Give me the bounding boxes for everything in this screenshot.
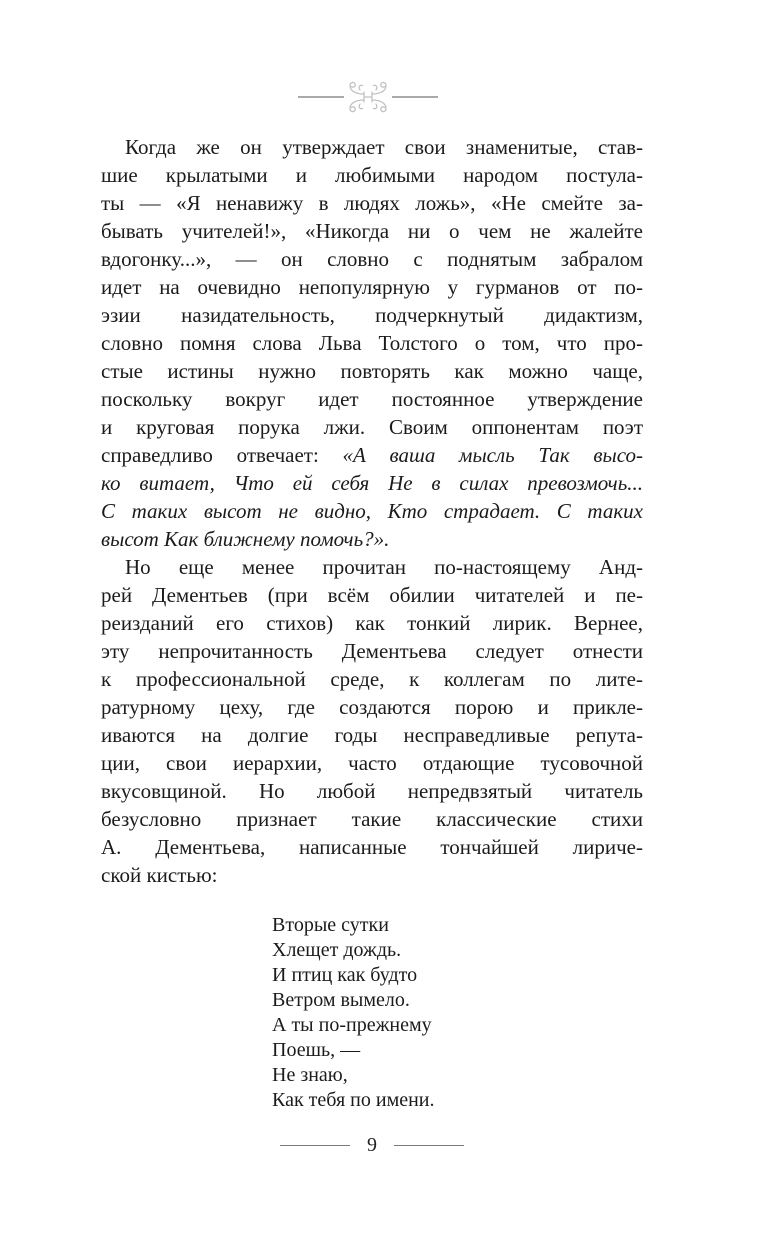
- poem-line: Вторые сутки: [272, 914, 389, 936]
- poem-block: [272, 913, 435, 1113]
- paragraph-line: поскольку вокруг идет постоянное утверждение: [101, 387, 643, 411]
- paragraph-line: безусловно признает такие классические стихи: [101, 807, 643, 831]
- paragraph-line: эзии назидательность, подчеркнутый дидактизм,: [101, 303, 643, 327]
- poem-line: Ветром вымело.: [272, 989, 410, 1011]
- paragraph-line: ской кистью:: [101, 863, 218, 887]
- paragraph-line: шие крылатыми и любимыми народом постула-: [101, 163, 643, 187]
- paragraph-line: бывать учителей!», «Никогда ни о чем не жалейте: [101, 219, 643, 243]
- paragraph-line: реизданий его стихов) как тонкий лирик. Вернее,: [101, 611, 643, 635]
- paragraph-line: вдогонку...», — он словно с поднятым забралом: [101, 247, 643, 271]
- quoted-verse-italic: «А ваша мысль Так высо-: [342, 443, 643, 467]
- page-footer: [101, 1132, 643, 1158]
- paragraph-line: и круговая порука лжи. Своим оппонентам поэт: [101, 415, 643, 439]
- paragraph-line: словно помня слова Льва Толстого о том, что про-: [101, 331, 643, 355]
- paragraph-line: ратурному цеху, где создаются порою и прикле-: [101, 695, 643, 719]
- paragraph-line: Когда же он утверждает свои знаменитые, став-: [125, 135, 643, 159]
- quoted-verse-italic: С таких высот не видно, Кто страдает. С таких: [101, 499, 643, 523]
- body-text: [101, 133, 643, 889]
- paragraph-line: стые истины нужно повторять как можно чаще,: [101, 359, 643, 383]
- paragraph-line: рей Дементьев (при всём обилии читателей и пе-: [101, 583, 643, 607]
- poem-line: Хлещет дождь.: [272, 939, 402, 961]
- footer-rule-left: [280, 1145, 350, 1146]
- paragraph-2: [101, 553, 643, 889]
- paragraph-1: [101, 133, 643, 553]
- paragraph-line: А. Дементьева, написанные тончайшей лириче-: [101, 835, 643, 859]
- fleuron-divider-icon: [298, 79, 438, 115]
- poem-line: И птиц как будто: [272, 964, 418, 986]
- quoted-verse-italic: высот Как ближнему помочь?».: [101, 527, 390, 551]
- poem-line: Как тебя по имени.: [272, 1089, 435, 1111]
- paragraph-line: идет на очевидно непопулярную у гурманов от по-: [101, 275, 643, 299]
- paragraph-line: [101, 497, 643, 525]
- poem-line: А ты по-прежнему: [272, 1014, 432, 1036]
- paragraph-line: ты — «Я ненавижу в людях ложь», «Не смейте за-: [101, 191, 643, 215]
- poem-line: Не знаю,: [272, 1064, 348, 1086]
- ornament-divider: [298, 79, 438, 115]
- paragraph-line: к профессиональной среде, к коллегам по лите-: [101, 667, 643, 691]
- paragraph-line: [101, 441, 643, 469]
- quoted-verse-italic: ко витает, Что ей себя Не в силах превозмочь...: [101, 471, 643, 495]
- paragraph-line: Но еще менее прочитан по-настоящему Анд-: [125, 555, 643, 579]
- paragraph-line: иваются на долгие годы несправедливые репута-: [101, 723, 643, 747]
- paragraph-line: [101, 525, 643, 553]
- paragraph-line: вкусовщиной. Но любой непредвзятый читатель: [101, 779, 643, 803]
- paragraph-line: [101, 469, 643, 497]
- poem-line: Поешь, —: [272, 1039, 361, 1061]
- plain-text: справедливо отвечает:: [101, 443, 343, 467]
- footer-rule-right: [394, 1145, 464, 1146]
- paragraph-line: эту непрочитанность Дементьева следует отнести: [101, 639, 643, 663]
- page-number: 9: [367, 1134, 377, 1156]
- paragraph-line: ции, свои иерархии, часто отдающие тусовочной: [101, 751, 643, 775]
